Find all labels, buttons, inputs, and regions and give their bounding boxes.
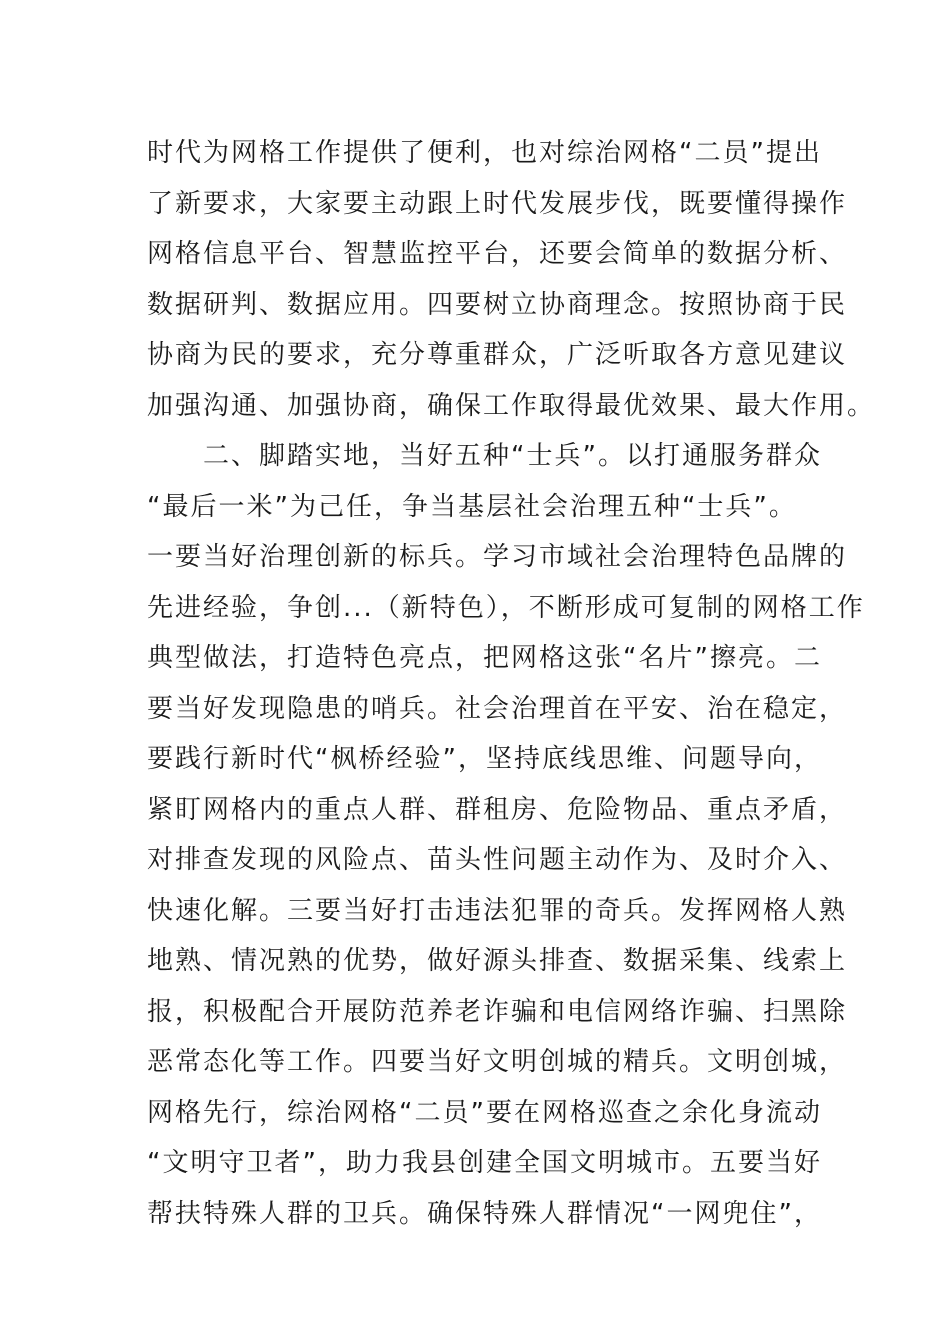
text-line: 加强沟通、加强协商，确保工作取得最优效果、最大作用。 [147, 390, 876, 421]
section-heading-line: 二、脚踏实地，当好五种“士兵”。以打通服务群众 [147, 441, 822, 471]
text-line: “最后一米”为己任，争当基层社会治理五种“士兵”。 [147, 491, 797, 522]
text-line: 帮扶特殊人群的卫兵。确保特殊人群情况“一网兜住”， [147, 1198, 822, 1229]
text-line: 先进经验，争创...（新特色），不断形成可复制的网格工作 [147, 592, 865, 623]
text-line: 一要当好治理创新的标兵。学习市域社会治理特色品牌的 [147, 542, 848, 572]
text-line: 报，积极配合开展防范养老诈骗和电信网络诈骗、扫黑除 [147, 996, 848, 1027]
text-line: 典型做法，打造特色亮点，把网格这张“名片”擦亮。二 [147, 643, 822, 673]
body-text [147, 128, 876, 1239]
text-line: 要践行新时代“枫桥经验”，坚持底线思维、问题导向， [147, 744, 822, 774]
text-line: 时代为网格工作提供了便利，也对综治网格“二员”提出 [147, 138, 822, 168]
text-line: 网格信息平台、智慧监控平台，还要会简单的数据分析、 [147, 239, 848, 269]
text-line: 协商为民的要求，充分尊重群众，广泛听取各方意见建议 [147, 340, 848, 370]
text-line: 了新要求，大家要主动跟上时代发展步伐，既要懂得操作 [147, 188, 848, 219]
text-line: 快速化解。三要当好打击违法犯罪的奇兵。发挥网格人熟 [147, 895, 848, 926]
text-line: 对排查发现的风险点、苗头性问题主动作为、及时介入、 [147, 845, 848, 875]
text-line: 数据研判、数据应用。四要树立协商理念。按照协商于民 [147, 289, 848, 320]
text-line: “文明守卫者”，助力我县创建全国文明城市。五要当好 [147, 1148, 822, 1178]
text-line: 恶常态化等工作。四要当好文明创城的精兵。文明创城， [147, 1047, 848, 1077]
text-line: 地熟、情况熟的优势，做好源头排查、数据采集、线索上 [147, 946, 848, 976]
text-line: 要当好发现隐患的哨兵。社会治理首在平安、治在稳定， [147, 693, 848, 724]
text-line: 网格先行，综治网格“二员”要在网格巡查之余化身流动 [147, 1097, 822, 1128]
text-line: 紧盯网格内的重点人群、群租房、危险物品、重点矛盾， [147, 794, 848, 825]
